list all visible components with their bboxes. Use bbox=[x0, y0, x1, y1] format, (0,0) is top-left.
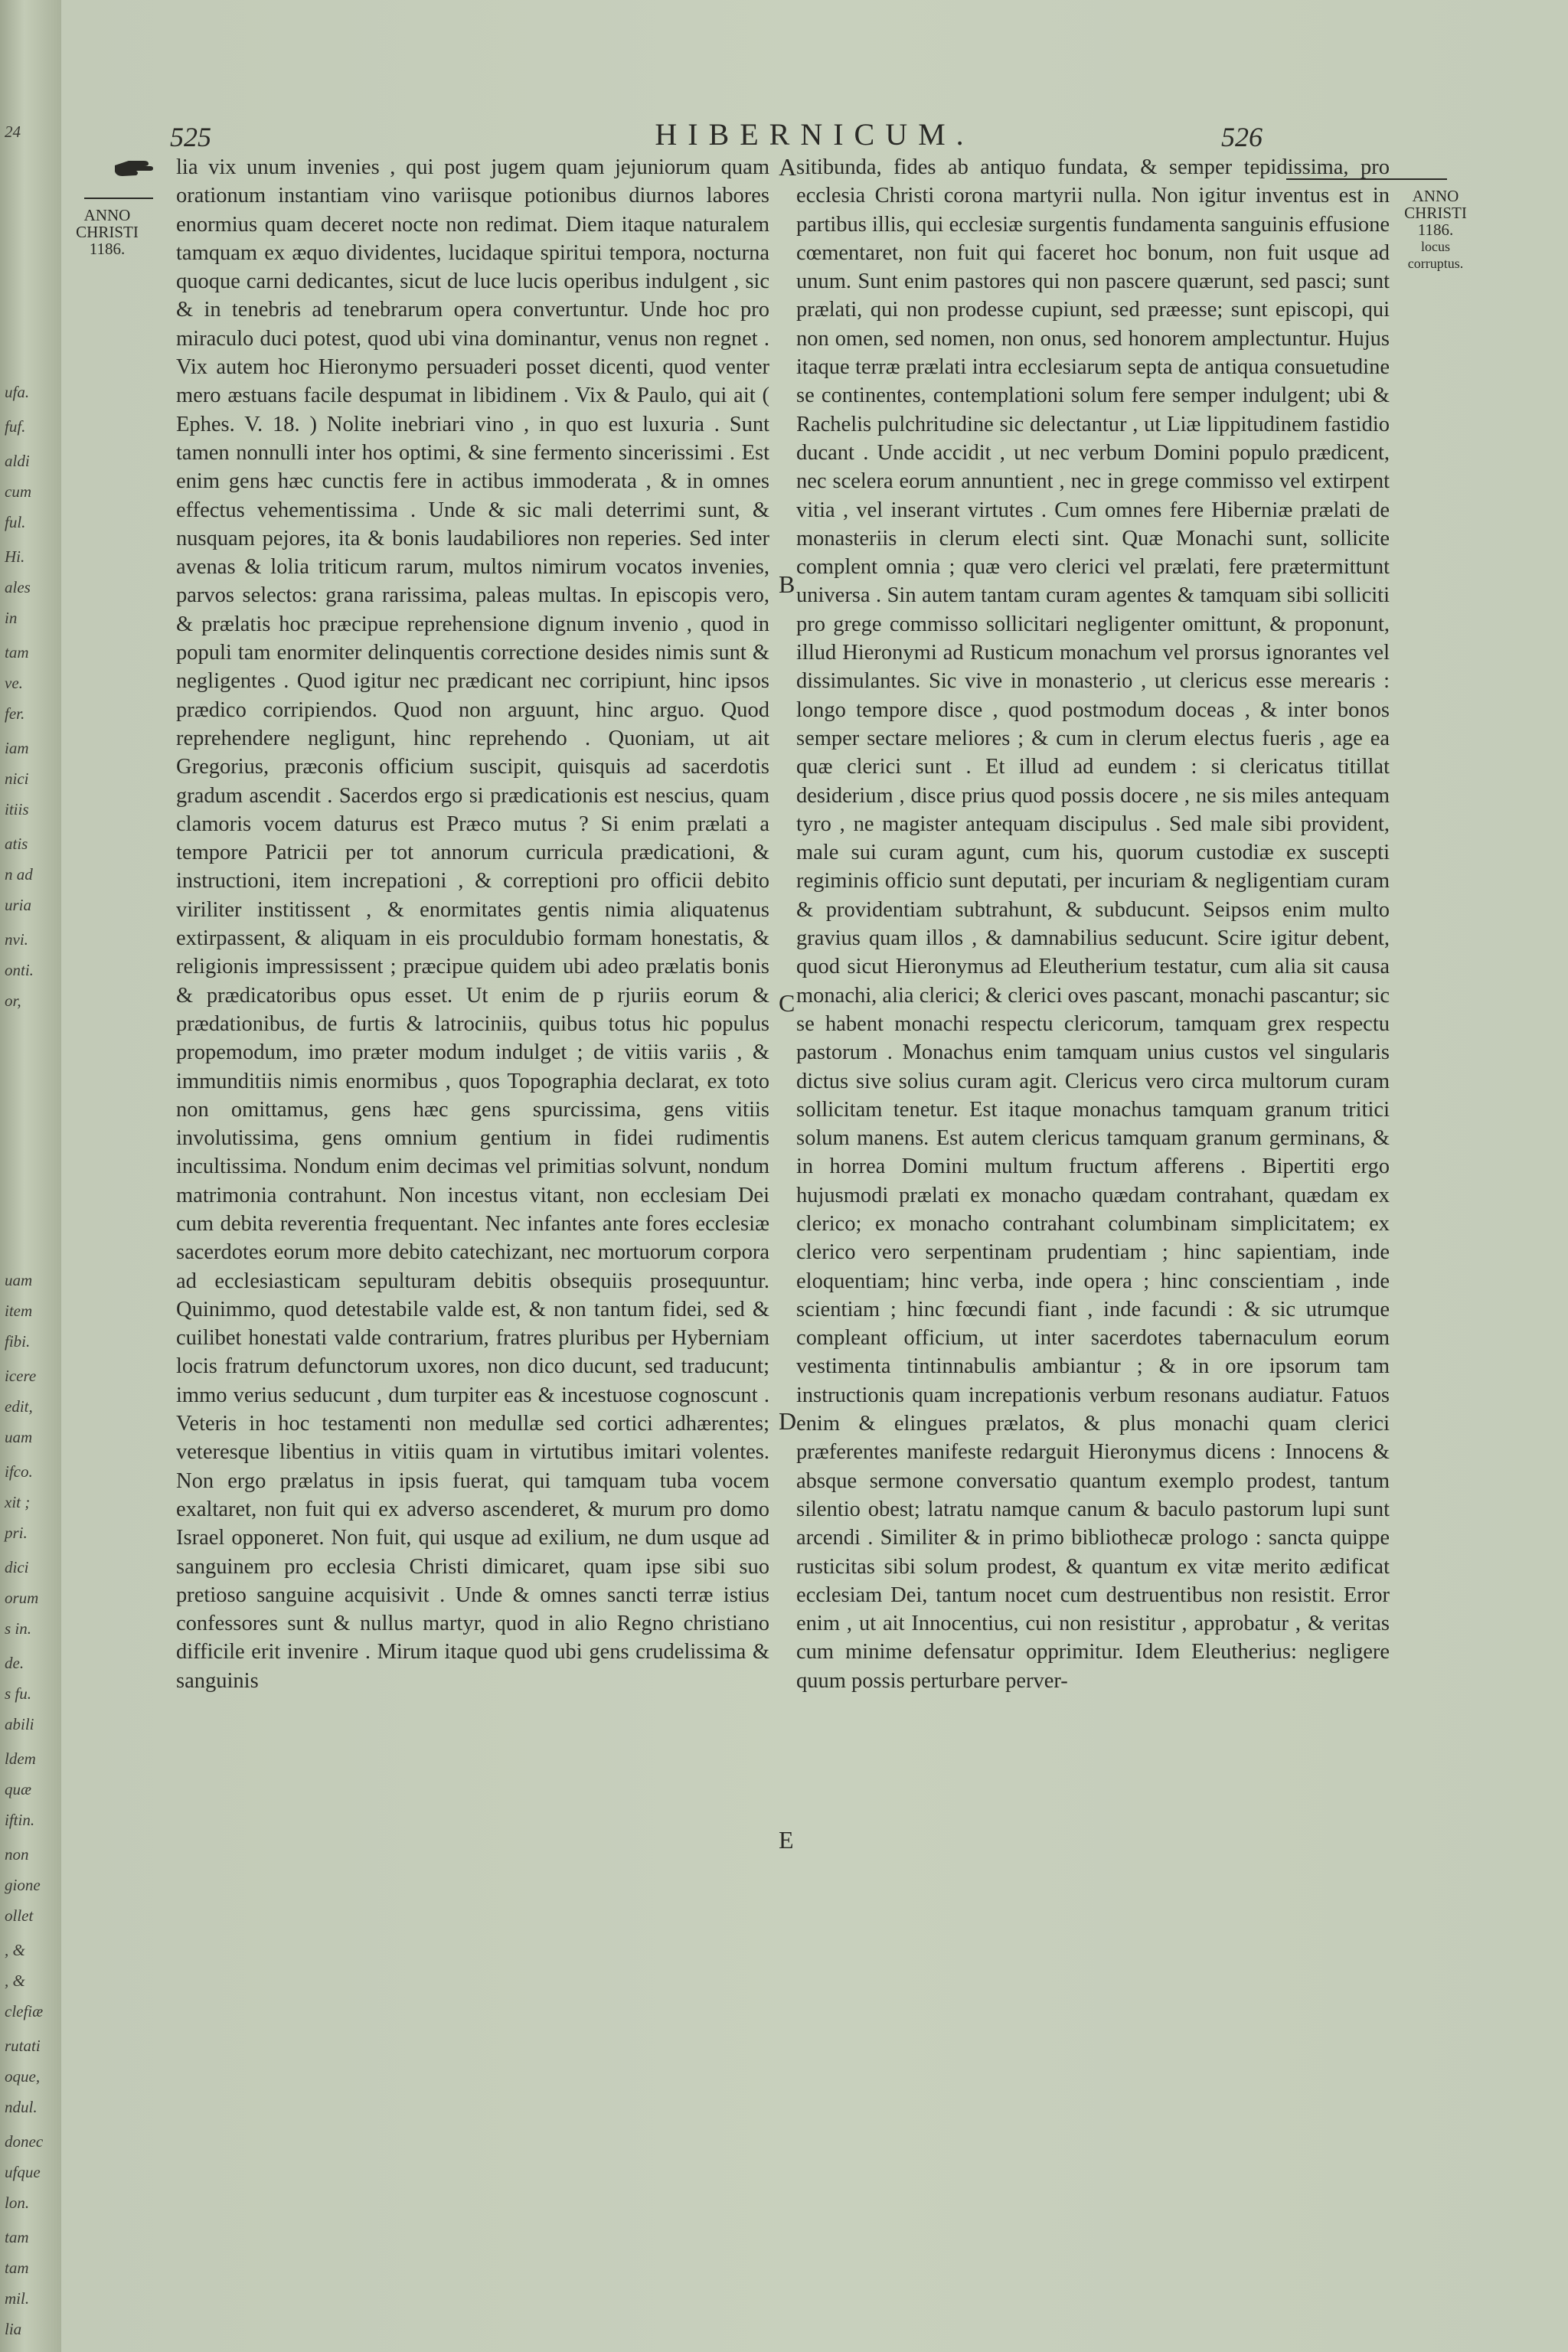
facing-page-fragment: iam bbox=[5, 739, 29, 757]
facing-page-fragment: atis bbox=[5, 835, 28, 853]
facing-page-fragment: lon. bbox=[5, 2194, 30, 2212]
facing-page-fragment: orum bbox=[5, 1589, 39, 1607]
facing-page-fragment: s in. bbox=[5, 1619, 32, 1638]
facing-page-fragment: in bbox=[5, 609, 18, 627]
facing-page-fragment: nvi. bbox=[5, 930, 28, 949]
facing-page-fragment: itiis bbox=[5, 800, 29, 818]
facing-page-edge bbox=[0, 0, 61, 2352]
facing-page-fragment: de. bbox=[5, 1654, 24, 1672]
facing-page-fragment: gione bbox=[5, 1876, 41, 1894]
facing-page-fragment: nici bbox=[5, 769, 29, 788]
facing-page-fragment: fibi. bbox=[5, 1332, 31, 1351]
right-column-text: sitibunda, fides ab antiquo fundata, & semper tepidissima, pro ecclesia Christi corona martyrii nulla. Non igitur inventus est in partibus illis, qui ecclesiæ surgentis fundamenta sanguinis effusione cœmentaret, non fuit qui faceret hoc bonum, non fuit usque ad unum. Sunt enim pastores qui non pascere quærunt, sed pasci; sunt prælati, qui non prodesse cupiunt, sed præesse; sunt episcopi, qui non omen, sed nomen, non onus, sed honorem amplectuntur. Hujus itaque terræ prælati intra ecclesiarum septa de antiqua consuetudine se continentes, contemplationi solum fere semper indulgent; ubi & Rachelis pulchritudine sic delectantur , ut Liæ lippitudinem fastidio ducant . Unde accidit , ut nec verbum Domini populo prædicent, nec scelera eorum annuntient , nec in grege commisso vel extirpent vitia , vel inserant virtutes . Cum omnes fere Hiberniæ prælati de monasteriis in clerum electi sint. Quæ Monachi sunt, sollicite complent omnia ; quæ vero clerici vel prælati, fere prætermittunt universa . Sin autem tantam curam agentes & tamquam sibi solliciti pro grege commisso sollicitari negligenter omittunt, & proponunt, illud Hieronymi ad Rusticum monachum vel prorsus ignorantes vel dissimulantes. Sic vive in monasterio , ut clericus esse merearis : longo tempore disce , quod postmodum doceas , & inter bonos semper sectare meliores ; & cum in clerum electus fueris , age ea quæ clerici sunt . Et illud ad eundem : si clericatus titillat desiderium , disce prius quod possis docere , ne sis miles antequam tyro , ne magister antequam discipulus . Sed male sibi provident, male sui curam agunt, cum his, quorum custodiæ ex suscepti regiminis officio sunt deputati, per incuriam & negligentiam curam & providentiam subtrahunt, & subducunt. Seipsos enim multo gravius quam illos , & damnabilius seducunt. Scire igitur debent, quod sicut Hieronymus ad Eleutherium testatur, cum alia sit causa monachi, alia clerici; & clerici oves pascant, monachi pascantur; sic se habent monachi respectu clericorum, tamquam grex respectu pastorum . Monachus enim tamquam unius custos vel singularis dictus sive solius curam agit. Clericus vero circa multorum curam sollicitam tenetur. Est itaque monachus tamquam granum tritici solum manens. Est autem clericus tamquam granum germinans, & in horrea Domini multum fructum afferens . Bipertiti ergo hujusmodi prælati ex monacho quædam contrahant, quædam ex clerico; ex monacho contrahant columbinam simplicitatem; ex clerico vero serpentinam prudentiam ; hinc sapientiam, inde eloquentiam; hinc verba, inde opera ; hinc conscientiam , inde scientiam ; hinc fœcundi fiant , inde facundi : & sic utrumque compleant officium, ut inter sacerdotes tabernaculum eorum vestimenta tintinnabulis ambiantur ; & in ore ipsorum tam instructionis quam increpationis verbum resonans audiatur. Fatuos enim & elingues prælatos, & plus monachi quam clerici præferentes manifeste redarguit Hieronymus dicens : Innocens & absque sermone conversatio quantum exemplo prodest, tantum silentio obest; latratu namque canum & baculo pastorum lupi sunt arcendi . Similiter & in primo bibliothecæ prologo : sancta quippe rusticitas sibi solum prodest, & quantum ex vitæ merito ædificat ecclesiam Dei, tantum nocet cum destruentibus non resistit. Error enim , ut ait Innocentius, cui non resistitur , approbatur , & veritas cum minime defensatur opprimitur. Idem Eleutherius: negligere quum possis perturbare perver- bbox=[796, 155, 1390, 1693]
note-right-sub: locus corruptus. bbox=[1407, 239, 1464, 271]
facing-page-fragment: ful. bbox=[5, 513, 26, 531]
page-number-right: 526 bbox=[1221, 122, 1263, 152]
facing-page-fragment: lia bbox=[5, 2320, 22, 2338]
facing-page-fragment: uam bbox=[5, 1271, 33, 1289]
pointing-hand-icon bbox=[113, 155, 153, 179]
facing-page-fragment: abili bbox=[5, 1715, 34, 1733]
facing-page-fragment: , & bbox=[5, 1971, 25, 1990]
facing-page-fragment: item bbox=[5, 1302, 33, 1320]
left-text-column bbox=[176, 153, 769, 2282]
note-left-line-3: 1186. bbox=[89, 240, 126, 258]
facing-page-fragment: s fu. bbox=[5, 1684, 32, 1703]
facing-page-fragment: dici bbox=[5, 1558, 29, 1576]
facing-page-fragment: 24 bbox=[5, 122, 21, 141]
facing-page-fragment: edit, bbox=[5, 1397, 33, 1416]
left-column-text: lia vix unum invenies , qui post jugem quam jejuniorum quam orationum instantiam vino variisque potionibus diurnos labores enormius quam deceret nocte non redimat. Diem itaque naturalem tamquam ex æquo dividentes, lucidaque spiritui tempora, nocturna quoque carni dedicantes, sicut de luce lucis operibus indulgent , sic & in tenebris ad tenebrarum opera convertuntur. Unde hoc pro miraculo duci potest, quod ubi vina dominantur, venus non regnet . Vix autem hoc Hieronymo persuaderi posset dicenti, quod venter mero æstuans facile despumat in libidinem . Vix & Paulo, qui ait ( Ephes. V. 18. ) Nolite inebriari vino , in quo est luxuria . Sunt tamen nonnulli inter hos optimi, & sine fermento sincerissimi . Est enim gens hæc cunctis fere in actibus immoderata , & in omnes effectus vehementissima . Unde & sic mali deterrimi sunt, & nusquam pejores, ita & bonis laudabiliores non reperies. Sed inter avenas & lolia triticum rarum, multos nimirum vocatos invenies, parvos selectos: grana rarissima, paleas multas. In episcopis vero, & prælatis hoc præcipue reprehensione dignum invenio , quod in populi tam enormiter delinquentis correctione desides nimis sunt & negligentes . Quod igitur nec prædicant nec corripiunt, hinc ipsos prædico corripiendos. Quod non arguunt, hinc arguo. Quod reprehendere negligunt, hinc reprehendo . Quoniam, ut ait Gregorius, præconis officium suscipit, quisquis ad sacerdotis gradum ascendit . Sacerdos ergo si prædicationis est nescius, quam clamoris vocem daturus est Præco mutus ? Si enim prælati a tempore Patricii per tot annorum curricula prædicationi, & instructioni, item increpationi , & correptioni pro officii debito viriliter institissent , & enormitates gentis nimia aliquatenus extirpassent, & aliquam in eis proculdubio formam honestatis, & religionis impressissent ; præcipue quidem ubi adeo prælatis bonis & prædicatoribus opus esset. Ut enim de p rjuriis eorum & prædationibus, de furtis & latrociniis, quibus totus hic populus propemodum, imo præter modum indulget ; de vitiis variis , & immunditiis nimis enormibus , quos Topographia declarat, ex toto non omittamus, gens hæc gens spurcissima, gens vitiis involutissima, gens omnium gentium in fidei rudimentis incultissima. Nondum enim decimas vel primitias solvunt, nondum matrimonia contrahunt. Non incestus vitant, non ecclesiam Dei cum debita reverentia frequentant. Nec infantes ante fores ecclesiæ sacerdotes eorum more debito catechizant, nec mortuorum corpora ad ecclesiasticam sepulturam debitis obsequiis prosequuntur. Quinimmo, quod detestabile valde est, & non tantum fidei, sed & cuilibet honestati valde contrarium, fratres pluribus per Hyberniam locis fratrum defunctorum uxores, non dico ducunt, sed traducunt; immo verius seducunt , dum turpiter eas & incestuose cognoscunt . Veteris in hoc testamenti non medullæ sed cortici adhærentes; veteresque libentius in vitiis quam in virtutibus imitari volentes. Non ergo prælatus in ipsis fuerat, qui tamquam tuba vocem exaltaret, non fuit qui ex adverso ascenderet, & murum pro domo Israel opponeret. Non fuit, qui usque ad exilium, ne dum usque ad sanguinem pro ecclesia Christi dimicaret, quam ipse sibi suo pretioso sanguine acquisivit . Unde & omnes sancti terræ istius confessores sunt & nullus martyr, quod in alio Regno christiano difficile erit invenire . Mirum itaque quod ubi gens crudelissima & sanguinis bbox=[176, 155, 769, 1693]
section-mark-c: C bbox=[779, 989, 795, 1017]
section-mark-b: B bbox=[779, 570, 795, 598]
running-header bbox=[61, 115, 1568, 153]
facing-page-fragment: iftin. bbox=[5, 1811, 35, 1829]
note-right-line-3: 1186. bbox=[1417, 220, 1454, 239]
section-mark-a: A bbox=[779, 153, 797, 181]
page-number-left: 525 bbox=[170, 122, 211, 152]
facing-page-fragment: uria bbox=[5, 896, 32, 914]
facing-page-fragment: quæ bbox=[5, 1780, 32, 1798]
margin-note-left bbox=[65, 207, 149, 257]
section-mark-d: D bbox=[779, 1407, 797, 1435]
note-left-line-2: CHRISTI bbox=[76, 223, 139, 241]
book-page bbox=[61, 0, 1568, 2352]
facing-page-fragment: fuf. bbox=[5, 417, 26, 436]
facing-page-fragment: oque, bbox=[5, 2067, 41, 2086]
facing-page-fragment: cum bbox=[5, 482, 31, 501]
facing-page-fragment: or, bbox=[5, 991, 21, 1010]
facing-page-fragment: mil. bbox=[5, 2289, 30, 2308]
facing-page-fragment: ufa. bbox=[5, 383, 30, 401]
facing-page-fragment: xit ; bbox=[5, 1493, 31, 1511]
facing-page-fragment: tam bbox=[5, 643, 29, 662]
right-text-column bbox=[796, 153, 1390, 2282]
margin-rule-left bbox=[84, 198, 153, 199]
facing-page-fragment: onti. bbox=[5, 961, 34, 979]
facing-page-fragment: n ad bbox=[5, 865, 33, 884]
facing-page-fragment: uam bbox=[5, 1428, 33, 1446]
facing-page-fragment: ve. bbox=[5, 674, 23, 692]
note-right-line-2: CHRISTI bbox=[1404, 204, 1467, 222]
margin-note-right bbox=[1393, 188, 1478, 272]
section-mark-e: E bbox=[779, 1826, 794, 1854]
facing-page-fragment: ldem bbox=[5, 1749, 36, 1768]
facing-page-fragment: tam bbox=[5, 2228, 29, 2246]
facing-page-fragment: pri. bbox=[5, 1524, 28, 1542]
note-left-line-1: ANNO bbox=[83, 206, 131, 224]
facing-page-fragment: clefiæ bbox=[5, 2002, 44, 2020]
facing-page-fragment: ales bbox=[5, 578, 31, 596]
running-title: HIBERNICUM. bbox=[655, 117, 975, 152]
facing-page-fragment: aldi bbox=[5, 452, 30, 470]
facing-page-fragment: icere bbox=[5, 1367, 37, 1385]
facing-page-fragment: Hi. bbox=[5, 547, 25, 566]
facing-page-fragment: ollet bbox=[5, 1906, 34, 1925]
facing-page-fragment: non bbox=[5, 1845, 29, 1864]
facing-page-fragment: tam bbox=[5, 2259, 29, 2277]
facing-page-fragment: , & bbox=[5, 1941, 25, 1959]
facing-page-fragment: ndul. bbox=[5, 2098, 38, 2116]
facing-page-fragment: donec bbox=[5, 2132, 44, 2151]
facing-page-fragment: ifco. bbox=[5, 1462, 33, 1481]
facing-page-fragment: rutati bbox=[5, 2037, 41, 2055]
facing-page-fragment: ufque bbox=[5, 2163, 41, 2181]
facing-page-fragment: fer. bbox=[5, 704, 25, 723]
note-right-line-1: ANNO bbox=[1412, 187, 1459, 205]
